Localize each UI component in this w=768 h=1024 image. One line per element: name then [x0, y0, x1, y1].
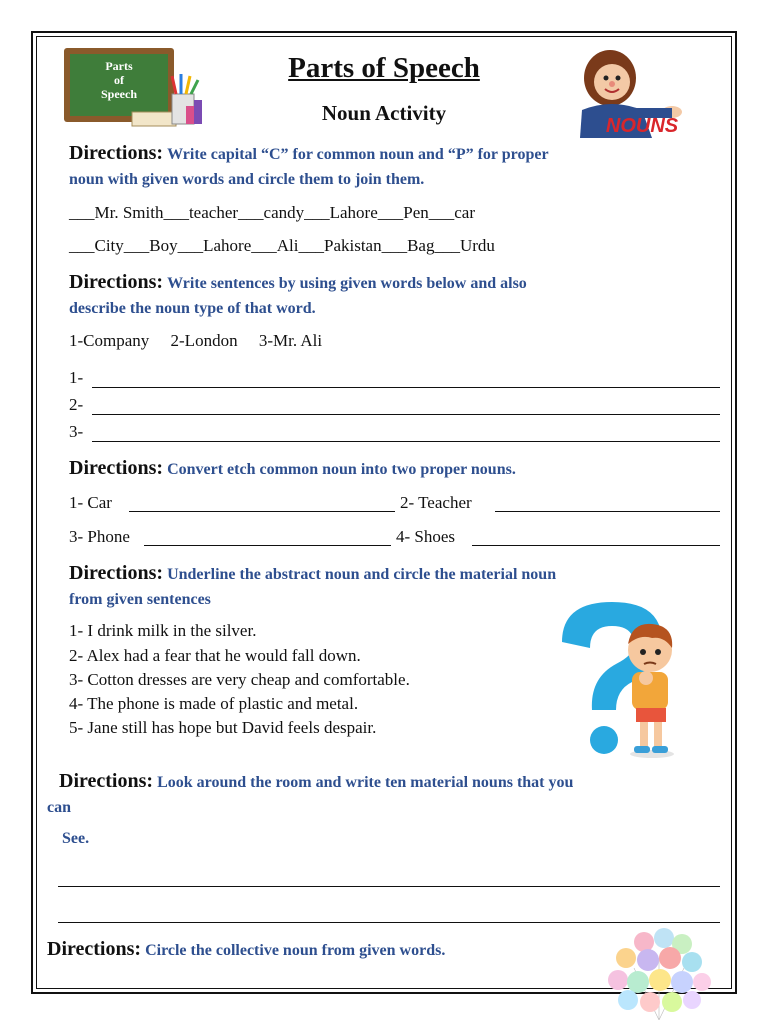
word-list: ___Mr. Smith___teacher___candy___Lahore___Pen___car [69, 203, 476, 222]
answer-line[interactable] [92, 441, 720, 442]
item-label: 2- Teacher [400, 493, 472, 512]
sentence: 4- The phone is made of plastic and metal. [69, 694, 359, 713]
sentence: 2- Alex had a fear that he would fall down. [69, 646, 361, 665]
answer-line[interactable] [144, 545, 391, 546]
word-list: 1-Company 2-London 3-Mr. Ali [69, 331, 323, 350]
answer-line[interactable] [129, 511, 395, 512]
directions-label: Directions: [59, 770, 154, 792]
sentence: 1- I drink milk in the silver. [69, 621, 257, 640]
balloons-illustration [604, 928, 714, 1020]
directions-label: Directions: [69, 457, 164, 479]
item-label: 1- Car [69, 493, 112, 512]
page-title: Parts of Speech [288, 52, 480, 84]
answer-label: 1- [69, 368, 84, 387]
answer-label: 2- [69, 395, 84, 414]
directions-text: Look around the room and write ten material nouns that you [157, 774, 574, 791]
item-label: 4- Shoes [396, 527, 456, 546]
directions-text: See. [62, 830, 90, 847]
directions-text: Write sentences by using given words below and also [167, 275, 527, 292]
answer-line[interactable] [92, 387, 720, 388]
section1-directions [69, 141, 549, 192]
answer-line[interactable] [58, 886, 720, 887]
section5-directions [47, 769, 573, 820]
svg-text:Parts: Parts [105, 59, 133, 73]
directions-label: Directions: [69, 562, 164, 584]
answer-label: 3- [69, 422, 84, 441]
directions-label: Directions: [69, 271, 164, 293]
directions-text: from given sentences [69, 591, 211, 608]
directions-text: Underline the abstract noun and circle the material noun [167, 566, 557, 583]
svg-text:Speech: Speech [101, 87, 137, 101]
sentence: 5- Jane still has hope but David feels despair. [69, 718, 377, 737]
directions-label: Directions: [47, 938, 142, 960]
answer-line[interactable] [495, 511, 720, 512]
word-list: ___City___Boy___Lahore___Ali___Pakistan___Bag___Urdu [69, 236, 495, 255]
directions-text: describe the noun type of that word. [69, 300, 316, 317]
sentence: 3- Cotton dresses are very cheap and comfortable. [69, 670, 410, 689]
section6-directions [47, 937, 445, 963]
directions-text: can [47, 799, 71, 816]
page-subtitle: Noun Activity [321, 101, 447, 125]
item-label: 3- Phone [69, 527, 130, 546]
answer-line[interactable] [472, 545, 720, 546]
directions-text: Convert etch common noun into two proper nouns. [167, 461, 516, 478]
section2-directions [69, 270, 527, 321]
svg-text:NOUNS: NOUNS [605, 115, 679, 137]
directions-text: Write capital “C” for common noun and “P” for proper [167, 146, 549, 163]
directions-text: Circle the collective noun from given words. [145, 942, 446, 959]
directions-text: noun with given words and circle them to join them. [69, 171, 425, 188]
section4-directions [69, 561, 556, 612]
answer-line[interactable] [92, 414, 720, 415]
question-boy-illustration [548, 598, 688, 762]
svg-text:of: of [114, 73, 124, 87]
section3-directions [69, 456, 516, 482]
answer-line[interactable] [58, 922, 720, 923]
directions-label: Directions: [69, 142, 164, 164]
